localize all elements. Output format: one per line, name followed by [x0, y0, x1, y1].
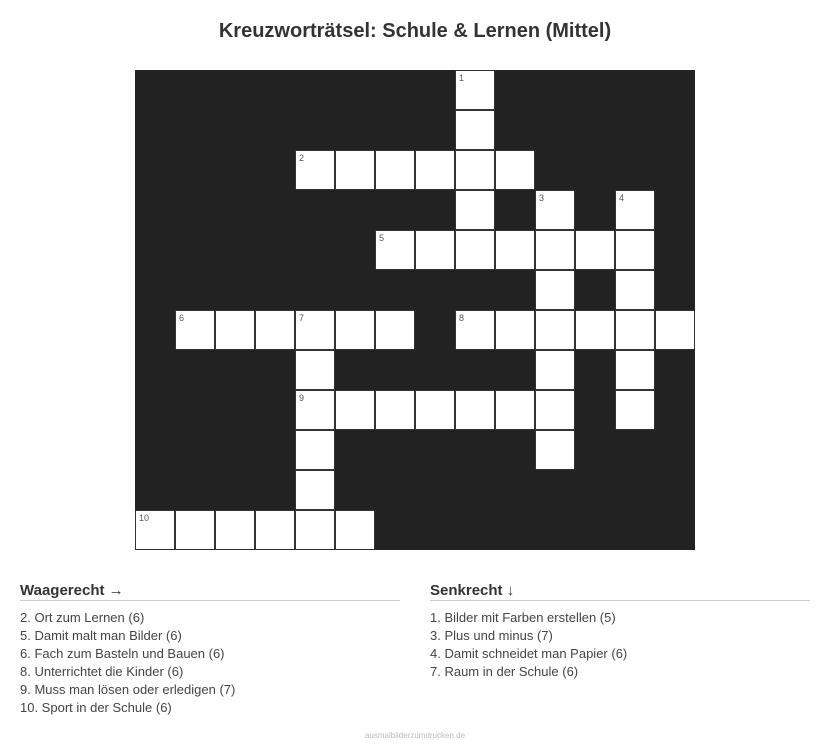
down-clue-list	[430, 609, 810, 681]
grid-cell[interactable]	[535, 350, 575, 390]
down-clues-section	[430, 582, 810, 681]
grid-cell[interactable]	[375, 150, 415, 190]
grid-cell[interactable]	[175, 510, 215, 550]
grid-cell[interactable]	[495, 390, 535, 430]
grid-cell[interactable]	[455, 310, 495, 350]
grid-cell[interactable]	[175, 310, 215, 350]
down-clue: 3. Plus und minus (7)	[430, 628, 553, 643]
clue-number: 2	[299, 153, 305, 163]
down-clue: 7. Raum in der Schule (6)	[430, 664, 579, 679]
grid-cell[interactable]	[495, 150, 535, 190]
clue-number: 1	[459, 73, 465, 83]
grid-cell[interactable]	[535, 430, 575, 470]
grid-cell[interactable]	[615, 310, 655, 350]
grid-cell[interactable]	[415, 390, 455, 430]
grid-cell[interactable]	[655, 310, 695, 350]
down-heading: Senkrecht ↓	[430, 582, 810, 601]
grid-cell[interactable]	[455, 190, 495, 230]
clue-number: 6	[179, 313, 185, 323]
grid-cell[interactable]	[135, 510, 175, 550]
grid-cell[interactable]	[215, 510, 255, 550]
grid-cell[interactable]	[295, 430, 335, 470]
clue-number: 7	[299, 313, 305, 323]
grid-cell[interactable]	[535, 190, 575, 230]
grid-cell[interactable]	[575, 310, 615, 350]
grid-cell[interactable]	[295, 350, 335, 390]
grid-cell[interactable]	[335, 310, 375, 350]
across-clues-section	[20, 582, 400, 717]
footer-source: ausmalbilderzumdrucken.de	[364, 731, 466, 740]
grid-cell[interactable]	[295, 510, 335, 550]
grid-cell[interactable]	[615, 230, 655, 270]
across-clue-list	[20, 609, 400, 717]
grid-cell[interactable]	[415, 230, 455, 270]
puzzle-title: Kreuzworträtsel: Schule & Lernen (Mittel)	[218, 20, 612, 42]
down-clue: 4. Damit schneidet man Papier (6)	[430, 646, 628, 661]
across-clue: 5. Damit malt man Bilder (6)	[20, 628, 182, 643]
grid-cell[interactable]	[455, 230, 495, 270]
grid-cell[interactable]	[415, 150, 455, 190]
grid-cell[interactable]	[295, 470, 335, 510]
across-clue: 2. Ort zum Lernen (6)	[20, 610, 145, 625]
down-clue: 1. Bilder mit Farben erstellen (5)	[430, 610, 616, 625]
crossword-grid	[135, 70, 695, 550]
grid-cell[interactable]	[215, 310, 255, 350]
grid-cell[interactable]	[535, 310, 575, 350]
grid-cell[interactable]	[375, 230, 415, 270]
across-clue: 8. Unterrichtet die Kinder (6)	[20, 664, 184, 679]
across-clue: 6. Fach zum Basteln und Bauen (6)	[20, 646, 225, 661]
grid-cell[interactable]	[295, 390, 335, 430]
grid-cell[interactable]	[335, 150, 375, 190]
grid-cell[interactable]	[255, 510, 295, 550]
grid-cell[interactable]	[455, 150, 495, 190]
grid-cell[interactable]	[335, 390, 375, 430]
clue-number: 4	[619, 193, 625, 203]
grid-cell[interactable]	[455, 390, 495, 430]
grid-cell[interactable]	[455, 110, 495, 150]
grid-cell[interactable]	[335, 510, 375, 550]
grid-cell[interactable]	[535, 390, 575, 430]
grid-cell[interactable]	[575, 230, 615, 270]
clue-number: 5	[379, 233, 385, 243]
grid-cell[interactable]	[615, 190, 655, 230]
grid-cell[interactable]	[375, 310, 415, 350]
grid-cell[interactable]	[495, 310, 535, 350]
grid-cell[interactable]	[535, 230, 575, 270]
clue-number: 8	[459, 313, 465, 323]
clue-number: 9	[299, 393, 305, 403]
grid-cell[interactable]	[535, 270, 575, 310]
across-clue: 10. Sport in der Schule (6)	[20, 700, 172, 715]
clue-number: 10	[139, 513, 150, 523]
grid-cell[interactable]	[295, 310, 335, 350]
clue-number: 3	[539, 193, 545, 203]
grid-cell[interactable]	[375, 390, 415, 430]
grid-cell[interactable]	[495, 230, 535, 270]
grid-cell[interactable]	[615, 350, 655, 390]
grid-cell[interactable]	[615, 270, 655, 310]
across-clue: 9. Muss man lösen oder erledigen (7)	[20, 682, 236, 697]
grid-cell[interactable]	[615, 390, 655, 430]
grid-cell[interactable]	[295, 150, 335, 190]
grid-cell[interactable]	[455, 70, 495, 110]
across-heading: Waagerecht →	[20, 582, 400, 601]
grid-cell[interactable]	[255, 310, 295, 350]
